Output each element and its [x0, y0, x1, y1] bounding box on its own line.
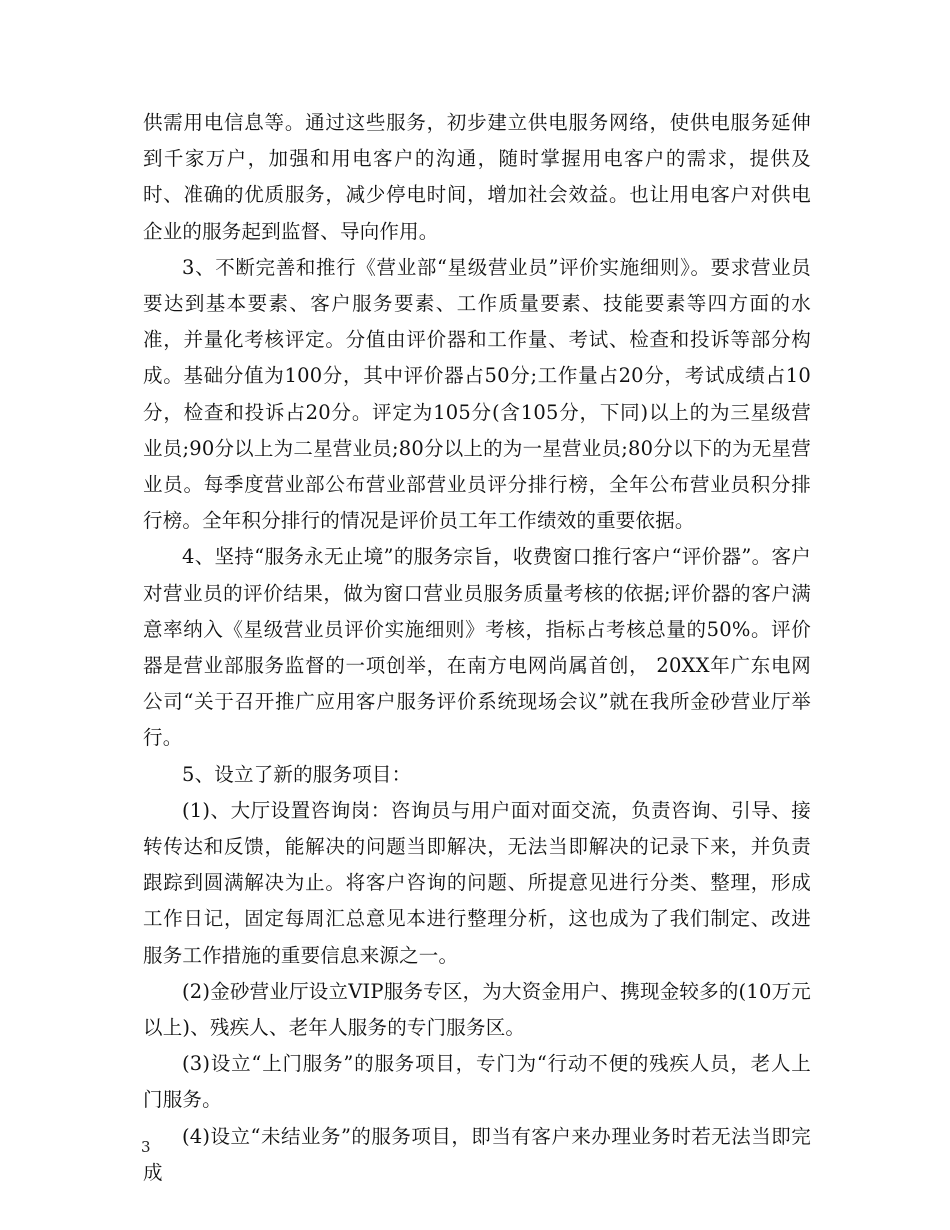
paragraph-door-to-door-service: (3)设立“上门服务”的服务项目，专门为“行动不便的残疾人员，老人上门服务。	[143, 1052, 811, 1112]
document-body	[143, 105, 811, 1191]
page-number: 3	[141, 1138, 151, 1156]
paragraph-service-network: 供需用电信息等。通过这些服务，初步建立供电服务网络，使供电服务延伸到千家万户，加强和用电客户的沟通，随时掌握用电客户的需求，提供及时、准确的优质服务，减少停电时间，增加社会效益。也让用电客户对供电企业的服务起到监督、导向作用。	[143, 111, 811, 243]
paragraph-star-rating-rules: 3、不断完善和推行《营业部“星级营业员”评价实施细则》。要求营业员要达到基本要素、客户服务要素、工作质量要素、技能要素等四方面的水准，并量化考核评定。分值由评价器和工作量、考试、检查和投诉等部分构成。基础分值为100分，其中评价器占50分;工作量占20分，考试成绩占10分，检查和投诉占20分。评定为105分(含105分，下同)以上的为三星级营业员;90分以上为二星营业员;80分以上的为一星营业员;80分以下的为无星营业员。每季度营业部公布营业部营业员评分排行榜，全年公布营业员积分排行榜。全年积分排行的情况是评价员工年工作绩效的重要依据。	[143, 255, 811, 533]
paragraph-evaluator-device: 4、坚持“服务永无止境”的服务宗旨，收费窗口推行客户“评价器”。客户对营业员的评价结果，做为窗口营业员服务质量考核的依据;评价器的客户满意率纳入《星级营业员评价实施细则》考核，指标占考核总量的50%。评价器是营业部服务监督的一项创举，在南方电网尚属首创， 20XX年广东电网公司“关于召开推广应用客户服务评价系统现场会议”就在我所金砂营业厅举行。	[143, 545, 811, 750]
paragraph-consulting-post: (1)、大厅设置咨询岗：咨询员与用户面对面交流，负责咨询、引导、接转传达和反馈，能解决的问题当即解决，无法当即解决的记录下来，并负责跟踪到圆满解决为止。将客户咨询的问题、所提意见进行分类、整理，形成工作日记，固定每周汇总意见本进行整理分析，这也成为了我们制定、改进服务工作措施的重要信息来源之一。	[143, 798, 811, 967]
paragraph-new-services-heading: 5、设立了新的服务项目：	[182, 762, 412, 786]
paragraph-vip-area: (2)金砂营业厅设立VIP服务专区，为大资金用户、携现金较多的(10万元以上)、残疾人、老年人服务的专门服务区。	[143, 979, 811, 1040]
paragraph-pending-business: (4)设立“未结业务”的服务项目，即当有客户来办理业务时若无法当即完成	[143, 1124, 811, 1184]
